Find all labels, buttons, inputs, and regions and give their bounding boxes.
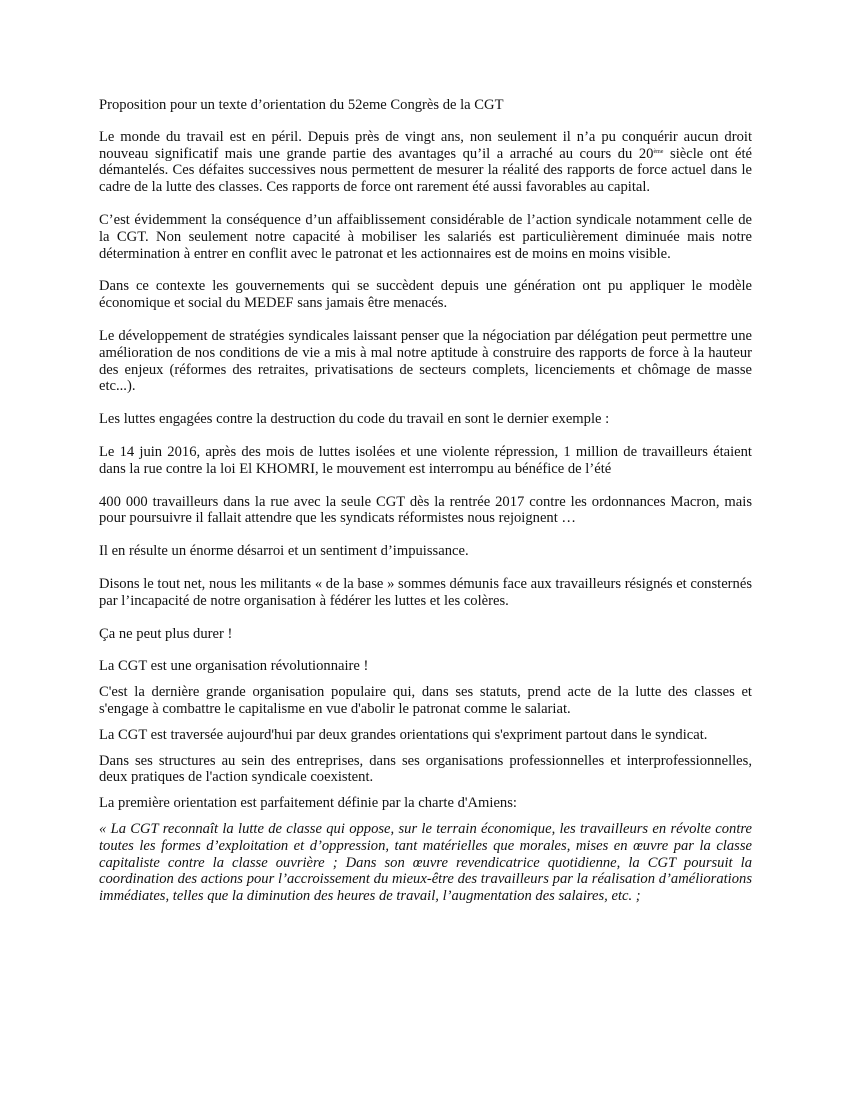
paragraph-1-text-a: Le monde du travail est en péril. Depuis près de vingt ans, non seulement il n’a pu conquérir aucun droit nouveau significatif mais une grande partie des avantages qu’il a arraché au cours du 20 [99,128,752,162]
paragraph-5: Les luttes engagées contre la destruction du code du travail en sont le dernier exemple : [99,411,610,428]
paragraph-2: C’est évidemment la conséquence d’un affaiblissement considérable de l’action syndicale notamment celle de la CGT. Non seulement notre capacité à mobiliser les salariés est particulièrement diminuée mais notre détermination à entrer en conflit avec le patronat et les actionnaires est de moins en moins visible. [99,211,752,262]
paragraph-11: La CGT est une organisation révolutionnaire ! [99,658,369,675]
paragraph-12: C'est la dernière grande organisation populaire qui, dans ses statuts, prend acte de la lutte des classes et s'engage à combattre le capitalisme en vue d'abolir le patronat comme le salariat. [99,684,752,717]
paragraph-9: Disons le tout net, nous les militants « de la base » sommes démunis face aux travailleurs résignés et consternés par l’incapacité de notre organisation à fédérer les luttes et les colères. [99,575,752,609]
paragraph-4: Le développement de stratégies syndicales laissant penser que la négociation par délégation peut permettre une amélioration de nos conditions de vie a mis à mal notre aptitude à construire des rapports de force à la hauteur des enjeux (réformes des retraites, privatisations de secteurs complets, licenciements et chômage de masse etc...). [99,327,752,395]
document-title: Proposition pour un texte d’orientation du 52eme Congrès de la CGT [99,97,504,113]
paragraph-3: Dans ce contexte les gouvernements qui se succèdent depuis une génération ont pu appliquer le modèle économique et social du MEDEF sans jamais être menacés. [99,278,752,312]
amiens-charter-quote: « La CGT reconnaît la lutte de classe qui oppose, sur le terrain économique, les travailleurs en révolte contre toutes les formes d’exploitation et d’oppression, tant matérielles que morales, mises en œuvre par la classe capitaliste contre la classe ouvrière ; Dans son œuvre revendicatrice quotidienne, la CGT poursuit la coordination des actions pour l’accroissement du mieux-être des travailleurs par la réalisation d’améliorations immédiates, telles que la diminution des heures de travail, l’augmentation des salaires, etc. ; [99,820,752,905]
paragraph-7: 400 000 travailleurs dans la rue avec la seule CGT dès la rentrée 2017 contre les ordonnances Macron, mais pour poursuivre il fallait attendre que les syndicats réformistes nous rejoignent … [99,493,752,527]
paragraph-1 [99,129,752,196]
ordinal-suffix: ème [653,148,664,155]
paragraph-6: Le 14 juin 2016, après des mois de luttes isolées et une violente répression, 1 million de travailleurs étaient dans la rue contre la loi El KHOMRI, le mouvement est interrompu au bénéfice de l’été [99,443,752,477]
document-body [99,97,752,905]
paragraph-8: Il en résulte un énorme désarroi et un sentiment d’impuissance. [99,543,469,560]
paragraph-1-text-b: siècle ont été démantelés. Ces défaites successives nous permettent de mesurer la réalité des rapports de force actuel dans le cadre de la lutte des classes. Ces rapports de force ont rarement été aussi favorables au capital. [99,145,753,196]
paragraph-14: Dans ses structures au sein des entreprises, dans ses organisations professionnelles et interprofessionnelles, deux pratiques de l'action syndicale coexistent. [99,752,752,786]
paragraph-13: La CGT est traversée aujourd'hui par deux grandes orientations qui s'expriment partout dans le syndicat. [99,726,708,743]
paragraph-10: Ça ne peut plus durer ! [99,625,233,642]
paragraph-15: La première orientation est parfaitement définie par la charte d'Amiens: [99,795,517,812]
